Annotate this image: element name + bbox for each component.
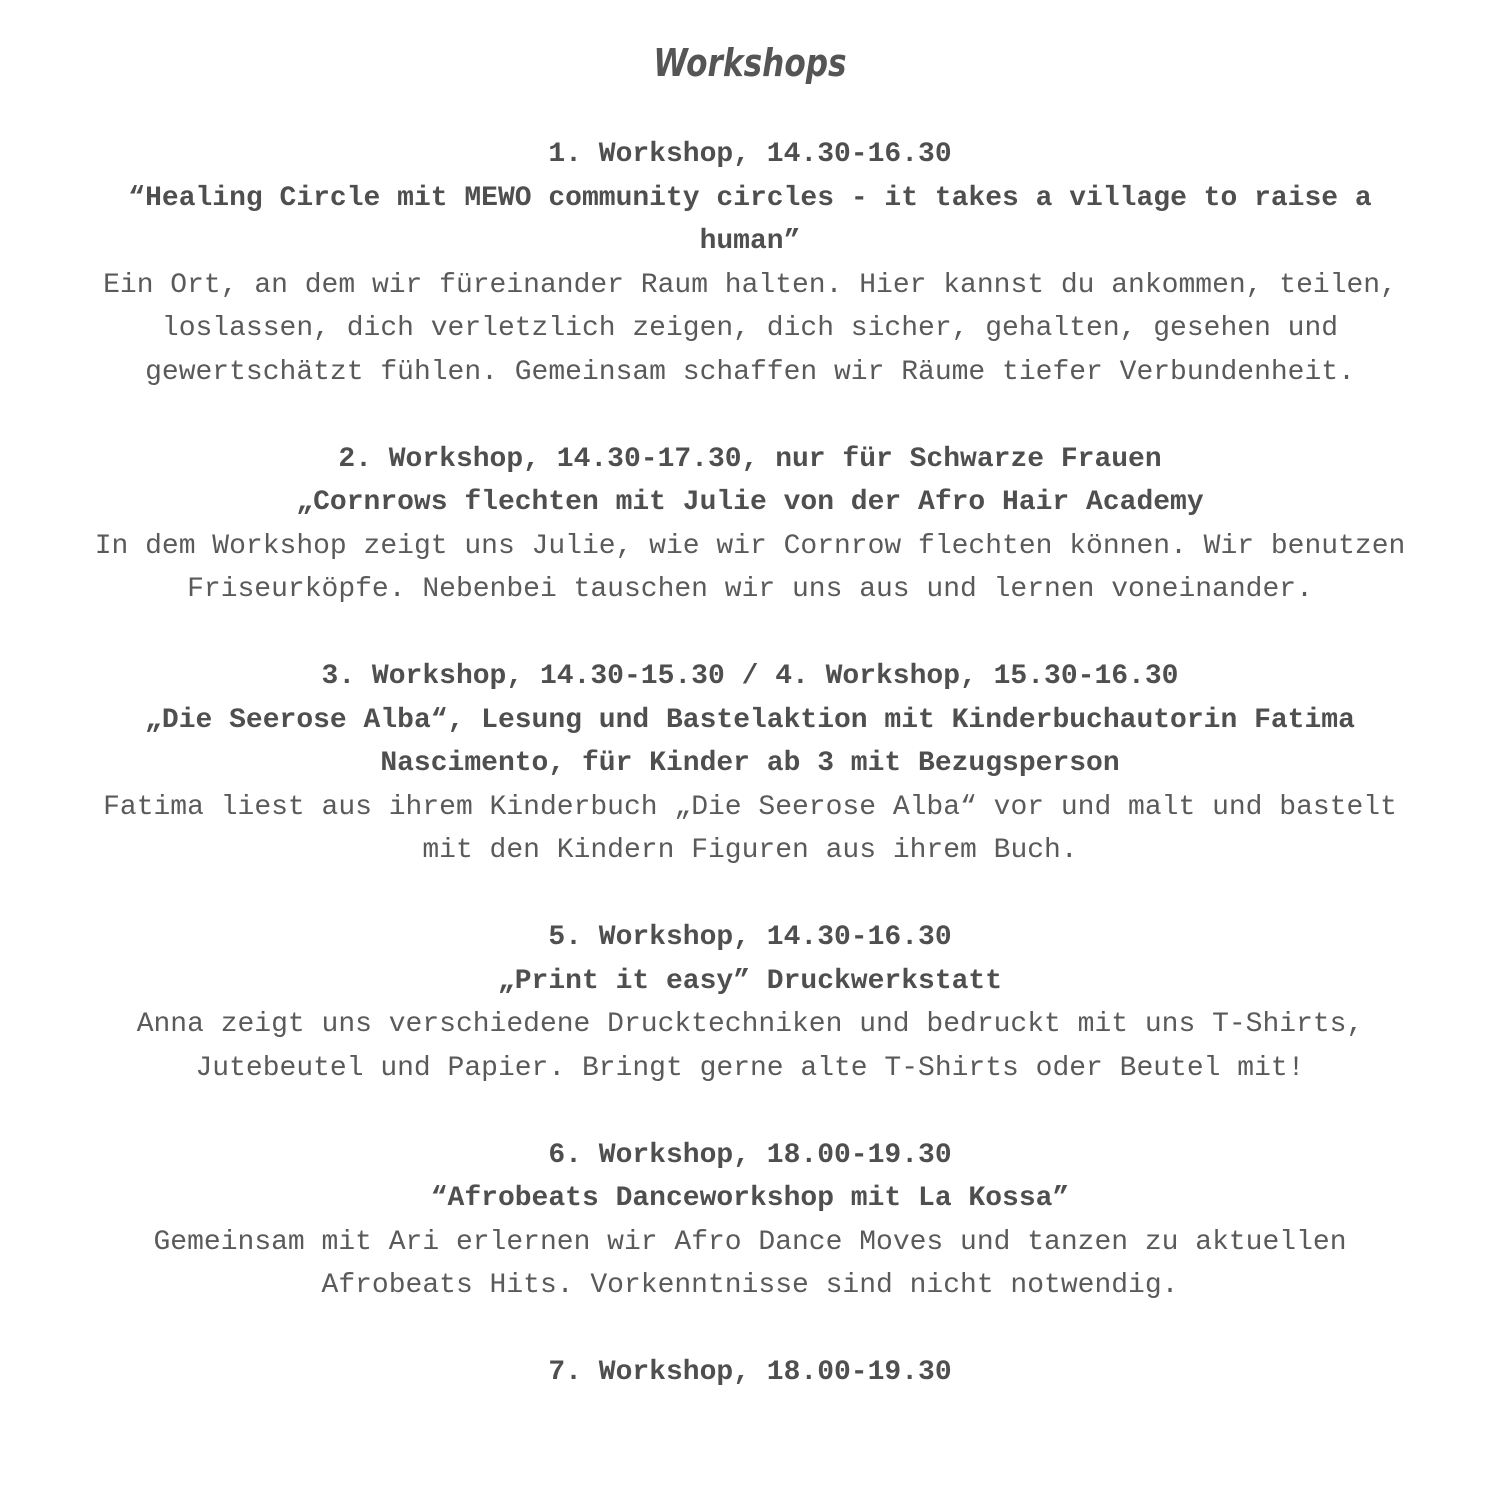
workshop-heading: 1. Workshop, 14.30-16.30 [548,139,952,170]
workshop-title: „Die Seerose Alba“, Lesung und Bastelaktion mit Kinderbuchautorin Fatima Nascimento, für Kinder ab 3 mit Bezugsperson [145,704,1355,779]
workshop-title: “Afrobeats Danceworkshop mit La Kossa” [430,1183,1070,1214]
workshop-description: Fatima liest aus ihrem Kinderbuch „Die Seerose Alba“ vor und malt und bastelt mit den Kindern Figuren aus ihrem Buch. [103,791,1397,866]
workshop-description: In dem Workshop zeigt uns Julie, wie wir Cornrow flechten können. Wir benutzen Friseurköpfe. Nebenbei tauschen wir uns aus und lernen voneinander. [94,530,1406,605]
workshop-item [90,916,1410,1090]
workshop-title: “Healing Circle mit MEWO community circles - it takes a village to raise a human” [128,182,1372,257]
workshop-list [90,133,1410,1438]
workshop-description: Anna zeigt uns verschiedene Drucktechniken und bedruckt mit uns T-Shirts, Jutebeutel und Papier. Bringt gerne alte T-Shirts oder Beutel mit! [136,1009,1364,1084]
workshop-heading: 7. Workshop, 18.00-19.30 [548,1357,952,1388]
workshop-item [90,655,1410,873]
workshop-item [90,1134,1410,1308]
workshop-heading: 3. Workshop, 14.30-15.30 / 4. Workshop, 15.30-16.30 [321,661,1179,692]
workshop-title: „Cornrows flechten mit Julie von der Afro Hair Academy [296,487,1204,518]
workshop-description: Gemeinsam mit Ari erlernen wir Afro Dance Moves und tanzen zu aktuellen Afrobeats Hits. Vorkenntnisse sind nicht notwendig. [153,1226,1347,1301]
page-title: Workshops [653,41,847,85]
workshop-item [90,133,1410,394]
workshop-item [90,1351,1410,1395]
workshop-heading: 2. Workshop, 14.30-17.30, nur für Schwarze Frauen [338,443,1162,475]
workshop-description: Ein Ort, an dem wir füreinander Raum halten. Hier kannst du ankommen, teilen, loslassen, dich verletzlich zeigen, dich sicher, gehalten, gesehen und gewertschätzt fühlen. Gemeinsam schaffen wir Räume tiefer Verbundenheit. [103,269,1397,388]
workshop-item [90,438,1410,612]
workshop-heading: 5. Workshop, 14.30-16.30 [548,922,952,953]
workshop-title: „Print it easy” Druckwerkstatt [497,965,1003,997]
workshop-heading: 6. Workshop, 18.00-19.30 [548,1139,952,1171]
